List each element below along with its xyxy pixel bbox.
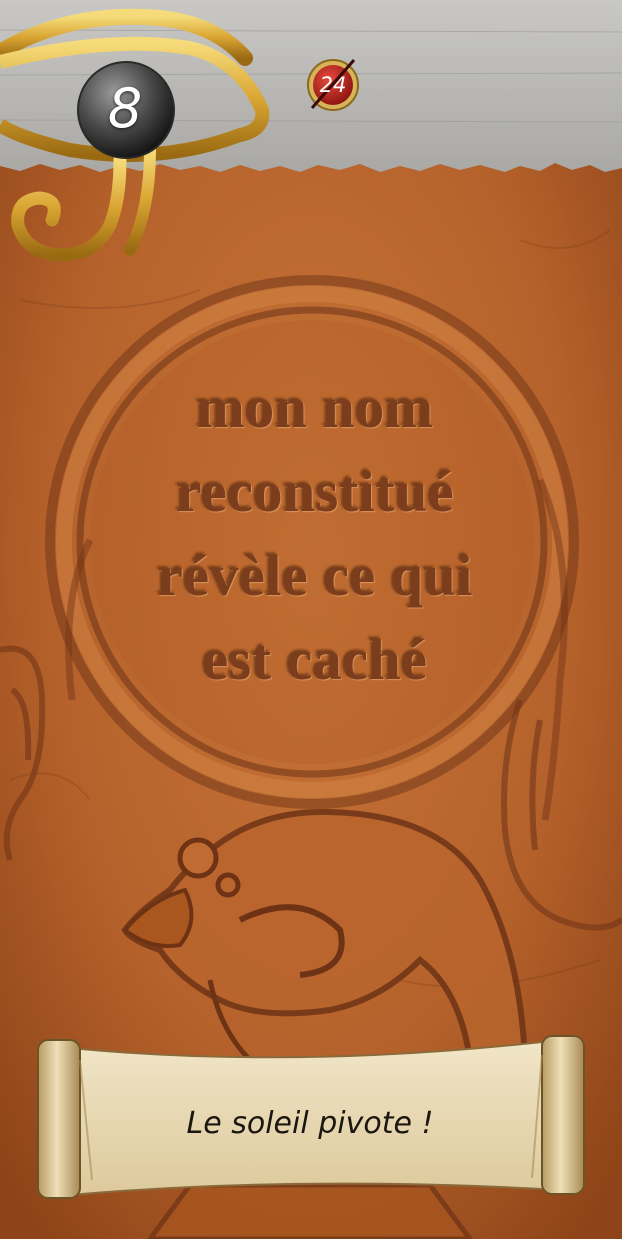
riddle-line: est caché (202, 627, 428, 692)
riddle-line: révèle ce qui (157, 543, 473, 608)
level-number: 8 (107, 77, 143, 140)
hint-text: Le soleil pivote ! (186, 1106, 434, 1141)
riddle-line: mon nom (196, 375, 434, 440)
riddle-line: reconstitué (175, 459, 455, 524)
moves-counter[interactable]: 24 (319, 73, 347, 97)
